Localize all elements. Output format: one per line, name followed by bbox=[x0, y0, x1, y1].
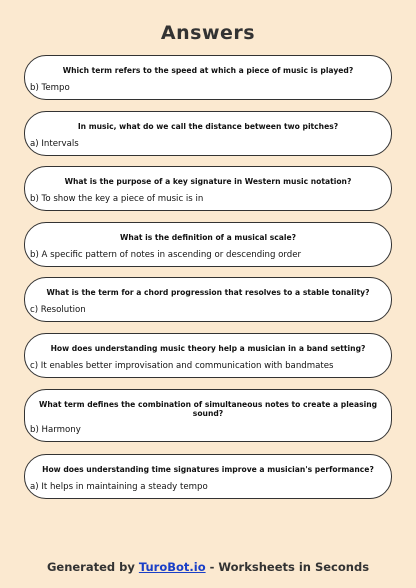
answer-card bbox=[24, 111, 392, 156]
question-text: What term defines the combination of simultaneous notes to create a pleasing sound? bbox=[38, 399, 378, 418]
question-text: How does understanding time signatures improve a musician's performance? bbox=[42, 464, 374, 474]
page-title: Answers bbox=[160, 22, 256, 44]
answer-text: c) Resolution bbox=[30, 305, 86, 316]
question-text: What is the term for a chord progression that resolves to a stable tonality? bbox=[46, 288, 370, 298]
answer-list bbox=[24, 55, 392, 509]
footer bbox=[0, 560, 416, 574]
footer-suffix: - Worksheets in Seconds bbox=[205, 560, 370, 574]
answer-card bbox=[24, 389, 392, 442]
turobot-link[interactable]: TuroBot.io bbox=[138, 560, 206, 574]
question-text: What is the purpose of a key signature in Western music notation? bbox=[64, 177, 352, 187]
question-text: Which term refers to the speed at which a piece of music is played? bbox=[62, 66, 354, 75]
answer-card bbox=[24, 166, 392, 211]
answer-text: a) Intervals bbox=[30, 138, 79, 149]
answer-card bbox=[24, 277, 392, 322]
answer-card bbox=[24, 55, 392, 100]
answer-card bbox=[24, 333, 392, 378]
question-text: What is the definition of a musical scale? bbox=[119, 232, 297, 242]
answer-card bbox=[24, 222, 392, 267]
answer-text: b) Harmony bbox=[30, 424, 81, 435]
question-text: How does understanding music theory help a musician in a band setting? bbox=[50, 343, 366, 353]
answer-text: a) It helps in maintaining a steady tempo bbox=[30, 481, 208, 492]
question-text: In music, what do we call the distance between two pitches? bbox=[77, 121, 339, 131]
answer-card bbox=[24, 454, 392, 499]
answer-text: b) Tempo bbox=[30, 83, 70, 93]
answer-text: c) It enables better improvisation and communication with bandmates bbox=[30, 360, 334, 371]
footer-prefix: Generated by bbox=[46, 560, 139, 574]
answer-text: b) A specific pattern of notes in ascending or descending order bbox=[30, 249, 302, 260]
answer-text: b) To show the key a piece of music is in bbox=[30, 194, 204, 205]
